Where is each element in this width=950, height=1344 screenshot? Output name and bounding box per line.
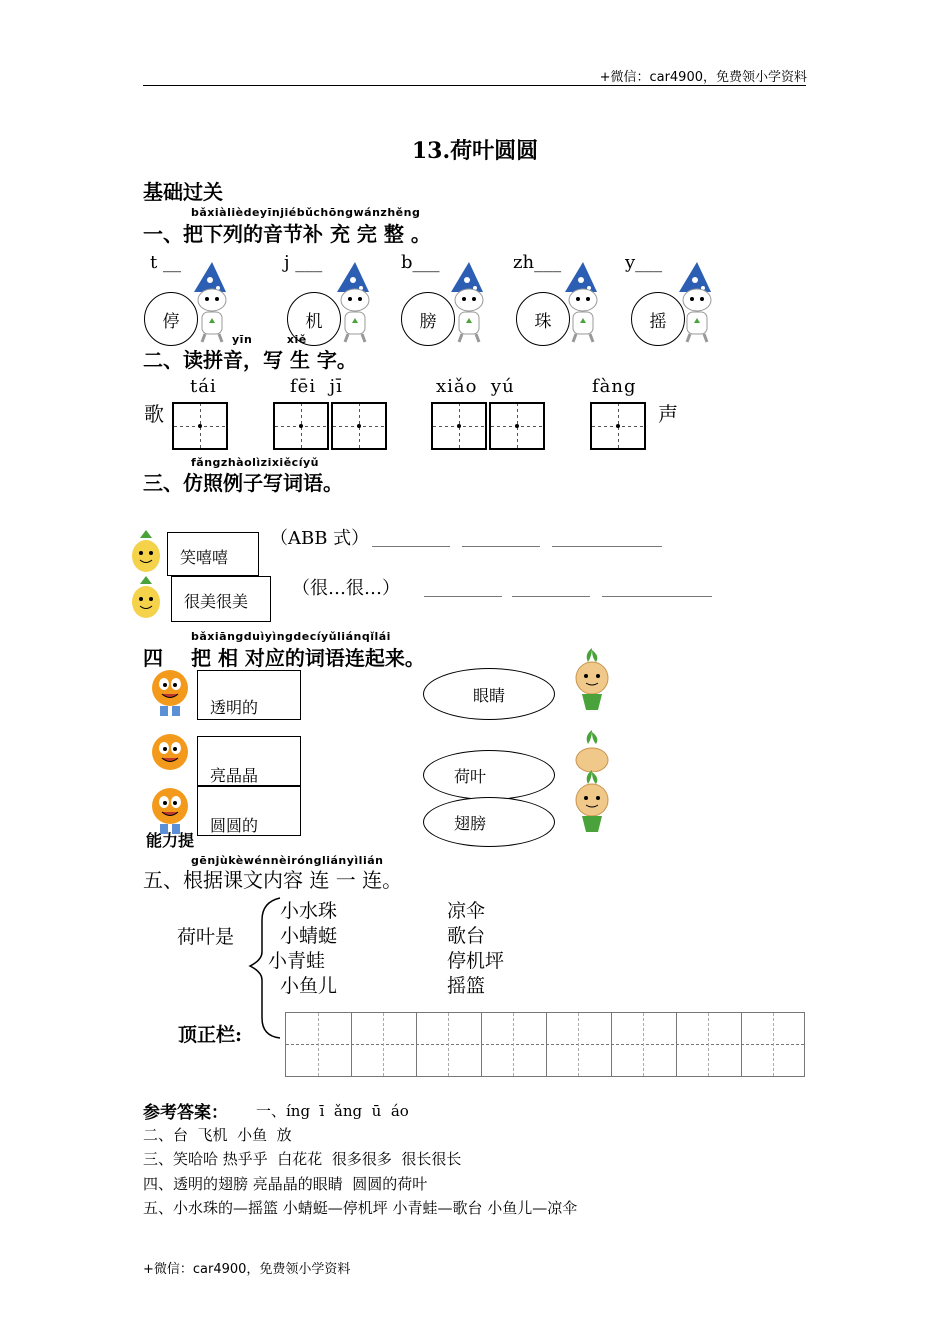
grid-cell-line: [416, 1013, 417, 1076]
left-word-box[interactable]: 透明的: [197, 670, 301, 720]
wizard-mascot-icon: [333, 262, 377, 344]
subject-label: 荷叶是: [177, 926, 235, 948]
grid-dash: [513, 1013, 514, 1076]
answer-line: 四、透明的翅膀 亮晶晶的眼睛 圆圆的荷叶: [143, 1175, 428, 1193]
char-circle: 停: [144, 292, 198, 346]
sprout-mascot-icon: [572, 648, 612, 714]
section4-pinyin: bǎxiāngduìyìngdecíyǔliánqǐlái: [191, 630, 391, 643]
copy-midline: [286, 1044, 804, 1045]
section2-pinyin: yīn xiě: [232, 333, 307, 346]
section5-pinyin: gēnjùkèwénnèiróngliányìlián: [191, 854, 384, 867]
char-circle: 机: [287, 292, 341, 346]
initial-4: zh___: [513, 252, 562, 273]
right-item[interactable]: 停机坪: [447, 950, 505, 972]
left-word-box[interactable]: 亮晶晶: [197, 736, 301, 786]
pineapple-mascot-icon: [128, 530, 164, 580]
right-word-ellipse[interactable]: 眼睛: [423, 668, 555, 720]
char-circle: 珠: [516, 292, 570, 346]
wizard-mascot-icon: [447, 262, 491, 344]
syllable-1: tái: [190, 376, 217, 397]
grid-dash: [318, 1013, 319, 1076]
grid-cell-line: [676, 1013, 677, 1076]
grid-cell-line: [351, 1013, 352, 1076]
right-word-ellipse[interactable]: 翅膀: [423, 797, 555, 847]
footer-note: +微信：car4900，免费领小学资料: [143, 1262, 351, 1277]
writing-box[interactable]: [273, 402, 329, 450]
initial-1: t __: [150, 252, 181, 273]
answer-line: 五、小水珠的—摇篮 小蜻蜓—停机坪 小青蛙—歌台 小鱼儿—凉伞: [143, 1199, 578, 1217]
syllable-3: xiǎo yú: [436, 376, 515, 397]
syllable-2: fēi jī: [290, 376, 343, 397]
pattern-label: （ABB 式）: [270, 528, 370, 549]
writing-box[interactable]: [590, 402, 646, 450]
grid-dash: [773, 1013, 774, 1076]
example-word-box: 很美很美: [171, 576, 271, 622]
section3-heading: 三、仿照例子写词语。: [143, 471, 343, 495]
grid-cell-line: [611, 1013, 612, 1076]
grid-dash: [708, 1013, 709, 1076]
prefix-char: 歌: [144, 402, 164, 426]
answer-blank[interactable]: [512, 595, 590, 597]
grid-dash: [448, 1013, 449, 1076]
section4-heading: 把 相 对应的词语连起来。: [191, 646, 425, 670]
pattern-label: （很…很…）: [292, 578, 400, 599]
grid-cell-line: [481, 1013, 482, 1076]
writing-box[interactable]: [172, 402, 228, 450]
header-note: +微信：car4900，免费领小学资料: [599, 70, 807, 85]
grid-dash: [643, 1013, 644, 1076]
right-word-ellipse[interactable]: 荷叶: [423, 750, 555, 800]
orange-mascot-icon: [142, 664, 198, 720]
copy-grid[interactable]: [285, 1012, 805, 1077]
answer-blank[interactable]: [462, 545, 540, 547]
writing-box[interactable]: [431, 402, 487, 450]
char-circle: 膀: [401, 292, 455, 346]
header-rule: [143, 85, 806, 86]
answer-blank[interactable]: [424, 595, 502, 597]
page-title: 13.荷叶圆圆: [411, 138, 539, 164]
wizard-mascot-icon: [190, 262, 234, 344]
answer-blank[interactable]: [372, 545, 450, 547]
grid-cell-line: [546, 1013, 547, 1076]
grid-dash: [383, 1013, 384, 1076]
answer-blank[interactable]: [602, 595, 712, 597]
initial-5: y___: [625, 252, 663, 273]
left-item[interactable]: 小青蛙: [268, 950, 326, 972]
answer-line: 三、笑哈哈 热乎乎 白花花 很多很多 很长很长: [143, 1150, 462, 1168]
grid-dash: [578, 1013, 579, 1076]
suffix-char: 声: [658, 402, 678, 426]
section3-pinyin: fǎngzhàolìzixiěcíyǔ: [191, 456, 319, 469]
example-word-box: 笑嘻嘻: [167, 532, 259, 576]
right-item[interactable]: 凉伞: [447, 900, 486, 922]
copy-label: 顶正栏:: [178, 1024, 243, 1046]
writing-box[interactable]: [489, 402, 545, 450]
syllable-4: fàng: [592, 376, 637, 397]
char-circle: 摇: [631, 292, 685, 346]
right-item[interactable]: 歌台: [447, 925, 486, 947]
left-item[interactable]: 小鱼儿: [280, 975, 338, 997]
right-item[interactable]: 摇篮: [447, 975, 486, 997]
sprout-mascot-icon: [572, 770, 612, 836]
section4-number: 四: [143, 646, 163, 670]
section1-heading: 一、把下列的音节补 充 完 整 。: [143, 222, 431, 246]
section2-heading: 二、读拼音，写 生 字。: [143, 348, 357, 372]
grid-cell-line: [741, 1013, 742, 1076]
pineapple-mascot-icon: [128, 576, 164, 626]
answer-line: 二、台 飞机 小鱼 放: [143, 1126, 292, 1144]
initial-2: j ___: [284, 252, 323, 273]
section1-pinyin: bǎxiàlièdeyīnjiébǔchōngwánzhěng: [191, 206, 421, 219]
orange-mascot-icon: [142, 728, 198, 784]
left-item[interactable]: 小水珠: [280, 900, 338, 922]
sprout-mascot-icon: [572, 730, 612, 772]
left-item[interactable]: 小蜻蜓: [280, 925, 338, 947]
left-word-box[interactable]: 圆圆的: [197, 786, 301, 836]
answer-line: 一、íng ī ǎng ū áo: [256, 1102, 409, 1120]
answers-label: 参考答案：: [143, 1103, 228, 1123]
basics-heading: 基础过关: [143, 180, 223, 204]
stray-text: 能力提: [146, 831, 195, 850]
initial-3: b___: [401, 252, 440, 273]
wizard-mascot-icon: [561, 262, 605, 344]
answer-blank[interactable]: [552, 545, 662, 547]
writing-box[interactable]: [331, 402, 387, 450]
section5-heading: 五、根据课文内容 连 一 连。: [143, 868, 403, 892]
